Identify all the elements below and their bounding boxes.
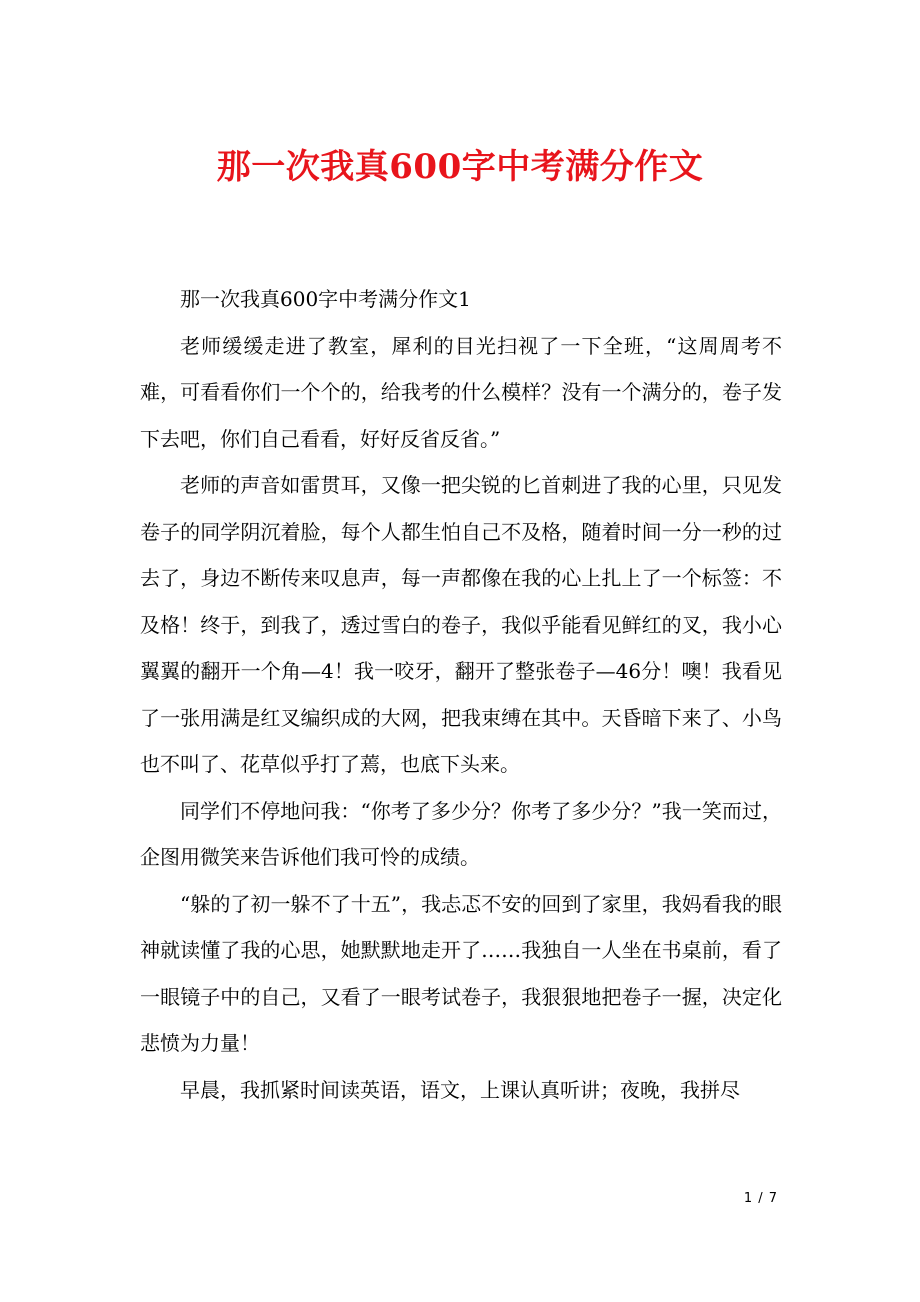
document-title: 那一次我真600字中考满分作文: [216, 147, 704, 187]
paragraph: 老师缓缓走进了教室，犀利的目光扫视了一下全班，“这周周考不难，可看看你们一个个的，给我考的什么模样？没有一个满分的，卷子发下去吧，你们自己看看，好好反省反省。”: [140, 333, 782, 451]
paragraph-subtitle: 那一次我真600字中考满分作文1: [180, 287, 471, 311]
document-body: [140, 276, 782, 1113]
paragraph: 老师的声音如雷贯耳，又像一把尖锐的匕首刺进了我的心里，只见发卷子的同学阴沉着脸，每个人都生怕自己不及格，随着时间一分一秒的过去了，身边不断传来叹息声，每一声都像在我的心上扎上了一个标签：不及格！终于，到我了，透过雪白的卷子，我似乎能看见鲜红的叉，我小心翼翼的翻开一个角—4！我一咬牙，翻开了整张卷子—46分！噢！我看见了一张用满是红叉编织成的大网，把我束缚在其中。天昏暗下来了、小鸟也不叫了、花草似乎打了蔫，也底下头来。: [140, 473, 782, 776]
page-number: 1 / 7: [743, 1191, 778, 1206]
paragraph: 早晨，我抓紧时间读英语，语文，上课认真听讲；夜晚，我拼尽: [180, 1077, 740, 1102]
paragraph: “躲的了初一躲不了十五”，我忐忑不安的回到了家里，我妈看我的眼神就读懂了我的心思，她默默地走开了……我独自一人坐在书桌前，看了一眼镜子中的自己，又看了一眼考试卷子，我狠狠地把卷子一握，决定化悲愤为力量！: [140, 891, 782, 1055]
paragraph: 同学们不停地问我：“你考了多少分？你考了多少分？”我一笑而过，企图用微笑来告诉他们我可怜的成绩。: [140, 798, 782, 869]
